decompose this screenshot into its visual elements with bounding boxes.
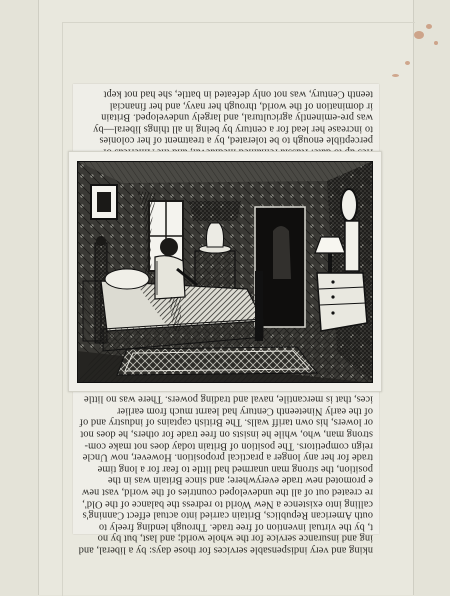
text-line: t, by the virtual invention of free trade. Through lending freely to	[98, 521, 373, 533]
text-line: or lowers, his own tariff walls. The British captains of industry and of	[79, 416, 373, 428]
text-line: position, the strong man unarmed had little to fear for a long time	[97, 463, 373, 475]
text-line: outh American Republics, Britain carried into actual effect Canning's	[82, 509, 373, 521]
text-line: reign competitors. The position of Britain today does not make com-	[84, 439, 373, 451]
picture-frame-icon	[91, 185, 117, 219]
text-line: trade for her any longer a practical proposition. However, now Uncle	[82, 451, 373, 463]
text-line: teenth Century, was not only defeated in battle, she had not kept	[103, 88, 373, 100]
rust-stain	[414, 31, 424, 39]
bedroom-engraving	[77, 161, 373, 383]
rust-stain	[426, 24, 432, 29]
text-line: strong man, who, while he insists on free trade for others, he does not	[80, 428, 373, 440]
text-line: of the early Nineteenth Century had learnt much from earlier	[116, 405, 373, 417]
text-line: perceptible enough to be tolerated, by a treatment of her colonies	[99, 134, 373, 146]
upside-down-text-bottom	[79, 393, 373, 555]
text-line: was pre-eminently agricultural, and largely undeveloped. Britain	[101, 111, 373, 123]
text-line: to increase her lead for a century by being in all things liberal—by	[93, 123, 373, 135]
text-line: ir domination of the world, through her navy, and her financial	[109, 100, 373, 112]
engraving-plate	[68, 151, 382, 392]
rust-stain	[434, 41, 438, 45]
text-line: re created out of all the undeveloped countries of the world, vast new	[81, 486, 373, 498]
text-line: ing and insurance service for the whole world; and last, but by no	[97, 532, 373, 544]
text-line: e promoted new trade everywhere; and since Britain was in the	[107, 474, 373, 486]
text-line: nking and very indispensable services for those days: by a liberal, and	[78, 544, 373, 556]
upside-down-text-top	[79, 88, 373, 158]
rust-stain	[405, 61, 410, 65]
rust-stain	[392, 74, 399, 77]
text-line: ices, that is mercantile, naval and trading powers. There was no little	[83, 393, 373, 405]
text-line: calling into existence a New World to redress the balance of the Old',	[82, 497, 373, 509]
